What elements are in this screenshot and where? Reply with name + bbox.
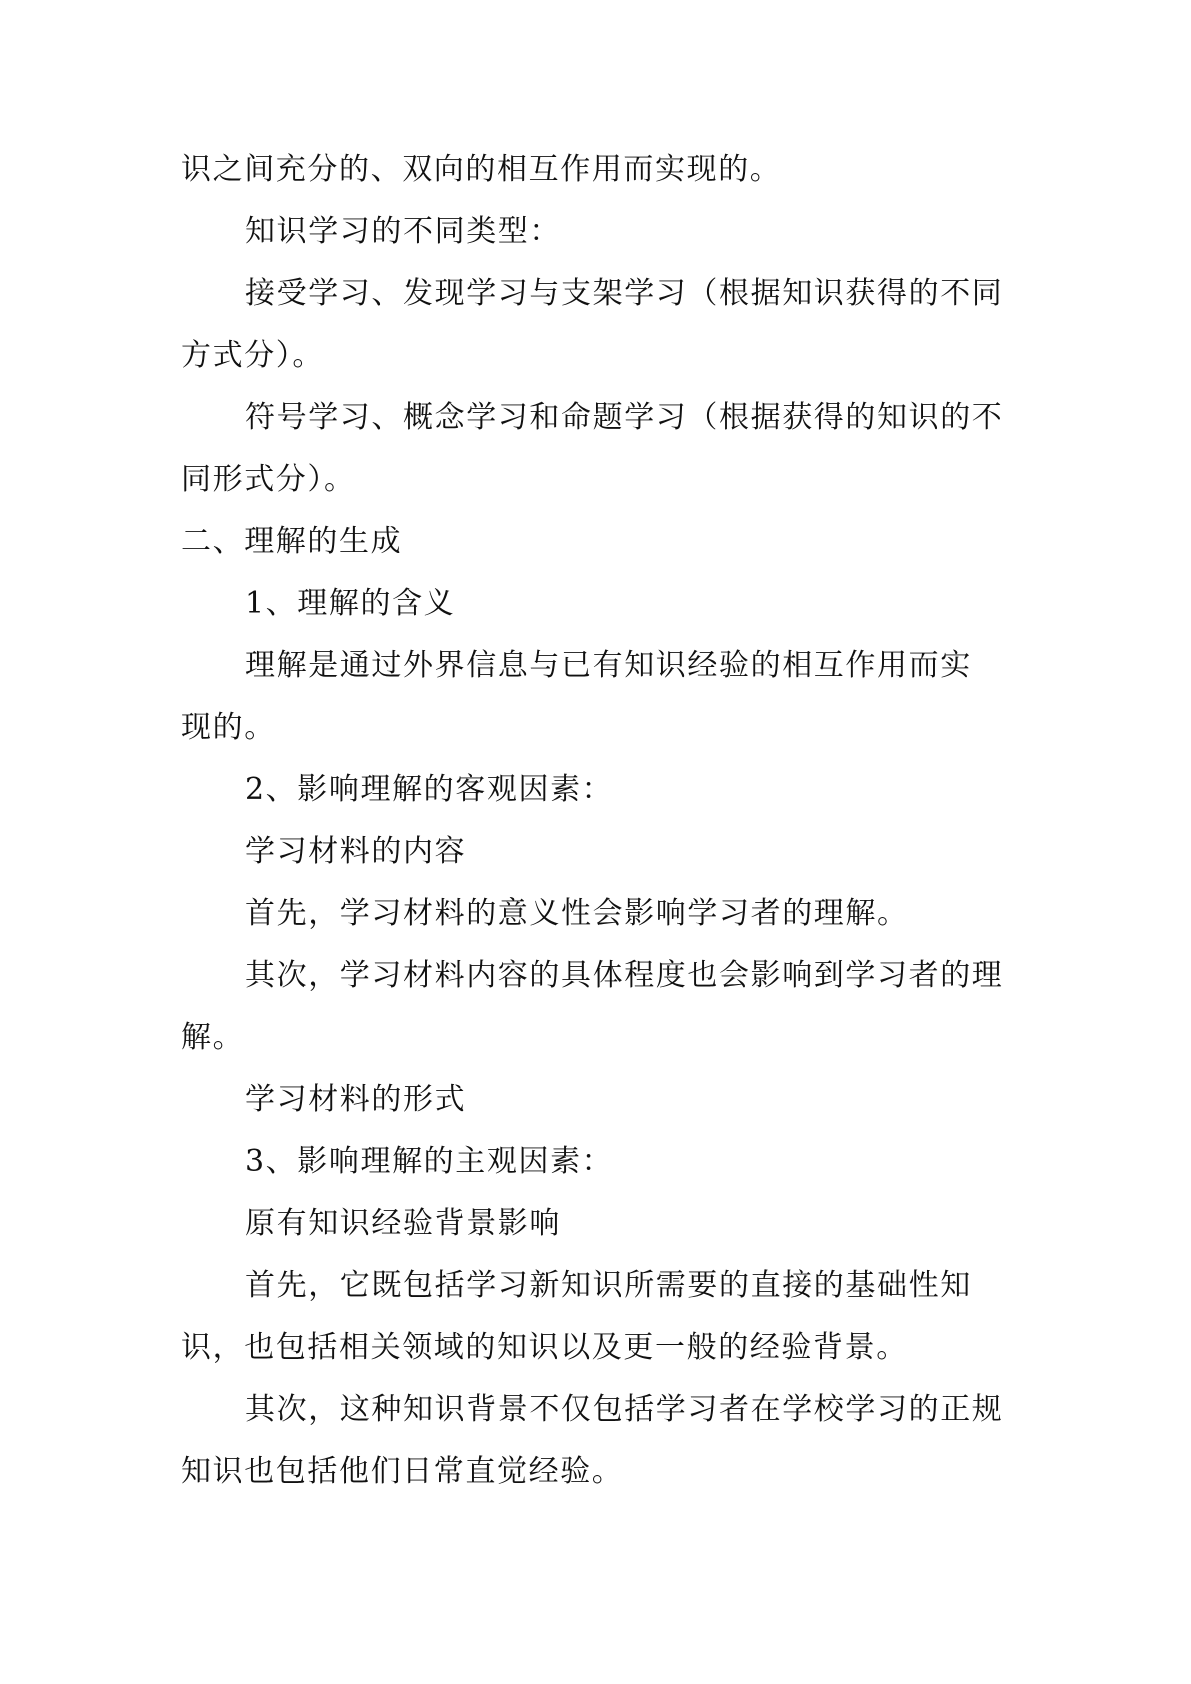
text-line: 首先，学习材料的意义性会影响学习者的理解。 bbox=[245, 896, 909, 931]
subsection-heading: 2、影响理解的客观因素： bbox=[245, 772, 614, 807]
text-line: 识，也包括相关领域的知识以及更一般的经验背景。 bbox=[181, 1330, 908, 1365]
text-line: 接受学习、发现学习与支架学习（根据知识获得的不同 bbox=[245, 276, 1004, 311]
text-line: 其次，这种知识背景不仅包括学习者在学校学习的正规 bbox=[245, 1392, 1004, 1427]
text-line: 原有知识经验背景影响 bbox=[245, 1206, 561, 1241]
text-line: 现的。 bbox=[181, 710, 276, 745]
text-line: 识之间充分的、双向的相互作用而实现的。 bbox=[181, 152, 782, 187]
subsection-heading: 3、影响理解的主观因素： bbox=[245, 1144, 614, 1179]
text-line: 理解是通过外界信息与已有知识经验的相互作用而实 bbox=[245, 648, 972, 683]
text-line: 符号学习、概念学习和命题学习（根据获得的知识的不 bbox=[245, 400, 1004, 435]
text-line: 学习材料的形式 bbox=[245, 1082, 467, 1117]
text-line: 学习材料的内容 bbox=[245, 834, 467, 869]
text-line: 知识也包括他们日常直觉经验。 bbox=[181, 1454, 624, 1489]
text-line: 知识学习的不同类型： bbox=[245, 214, 561, 249]
text-line: 解。 bbox=[181, 1020, 245, 1055]
text-line: 同形式分）。 bbox=[181, 462, 356, 497]
text-line: 其次，学习材料内容的具体程度也会影响到学习者的理 bbox=[245, 958, 1004, 993]
section-heading: 二、理解的生成 bbox=[181, 524, 403, 559]
subsection-heading: 1、理解的含义 bbox=[245, 586, 456, 621]
text-line: 首先，它既包括学习新知识所需要的直接的基础性知 bbox=[245, 1268, 972, 1303]
text-line: 方式分）。 bbox=[181, 338, 324, 373]
